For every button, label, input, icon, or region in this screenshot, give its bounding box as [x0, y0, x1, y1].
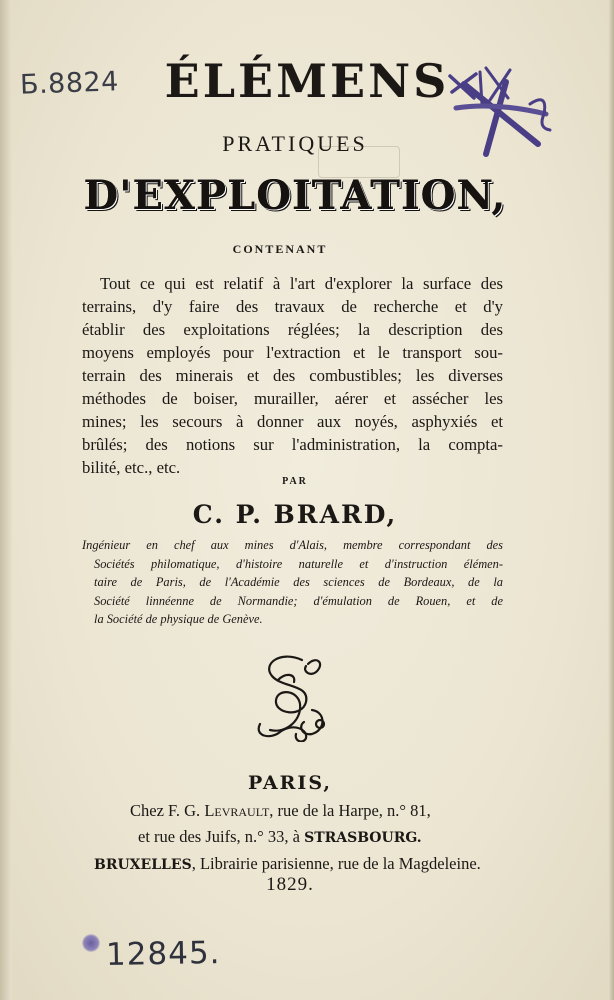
imprint-city-strasbourg: STRASBOURG.: [304, 830, 422, 846]
qualification-line: Société linnéenne de Normandie; d'émulation de Rouen, et de: [94, 593, 503, 608]
imprint-block: [94, 798, 514, 878]
title-line-exploitation: D'EXPLOITATION,: [83, 172, 507, 219]
author-name: C. P. BRARD,: [192, 500, 398, 529]
imprint-line-publisher: Chez F. G. Levrault, rue de la Harpe, n.° 81,: [130, 801, 431, 820]
imprint-line-strasbourg: et rue des Juifs, n.° 33, à STRASBOURG.: [138, 827, 422, 846]
qualification-line: Sociétés philomatique, d'histoire naturelle et d'instruction élémen-: [94, 556, 503, 571]
description-line: méthodes de boiser, murailler, aérer et assécher les: [82, 389, 503, 408]
purple-ink-dot: [82, 934, 100, 952]
description-line: bilité, etc., etc.: [82, 458, 181, 477]
title-line-pratiques: PRATIQUES: [222, 131, 368, 156]
publisher-name: Levrault: [204, 801, 270, 820]
description-line: mines; les secours à donner aux noyés, asphyxiés et: [82, 412, 503, 431]
description-line: brûlés; des notions sur l'administration, la compta-: [82, 435, 503, 454]
page-right-edge: [608, 0, 614, 1000]
imprint-city-bruxelles: BRUXELLES: [94, 857, 192, 873]
description-block: [82, 272, 503, 479]
author-qualifications: [82, 536, 503, 629]
handwritten-inventory-number: 12845.: [105, 935, 221, 973]
qualification-line: taire de Paris, de l'Académie des sciences de Bordeaux, de la: [94, 575, 503, 589]
contenant-label: CONTENANT: [232, 242, 328, 256]
par-label: PAR: [282, 476, 308, 487]
imprint-city: PARIS,: [248, 772, 332, 794]
handwritten-shelfmark: Б.8824: [19, 66, 120, 101]
publication-year: 1829.: [266, 874, 314, 895]
description-line: terrains, d'y faire des travaux de recherche et d'y: [82, 297, 503, 316]
description-line: moyens employés pour l'extraction et le transport sou-: [82, 343, 503, 362]
qualification-line: la Société de physique de Genève.: [94, 612, 263, 626]
description-line: Tout ce qui est relatif à l'art d'explorer la surface des: [100, 274, 503, 293]
imprint-line-bruxelles: BRUXELLES, Librairie parisienne, rue de la Magdeleine.: [94, 854, 481, 873]
title-line-elemens: ÉLÉMENS: [164, 54, 450, 108]
qualification-line: Ingénieur en chef aux mines d'Alais, membre correspondant des: [82, 538, 503, 552]
publisher-monogram-ornament: [250, 650, 332, 742]
description-line: établir des exploitations réglées; la description des: [82, 320, 503, 339]
description-line: terrain des minerais et des combustibles; les diverses: [82, 366, 503, 385]
